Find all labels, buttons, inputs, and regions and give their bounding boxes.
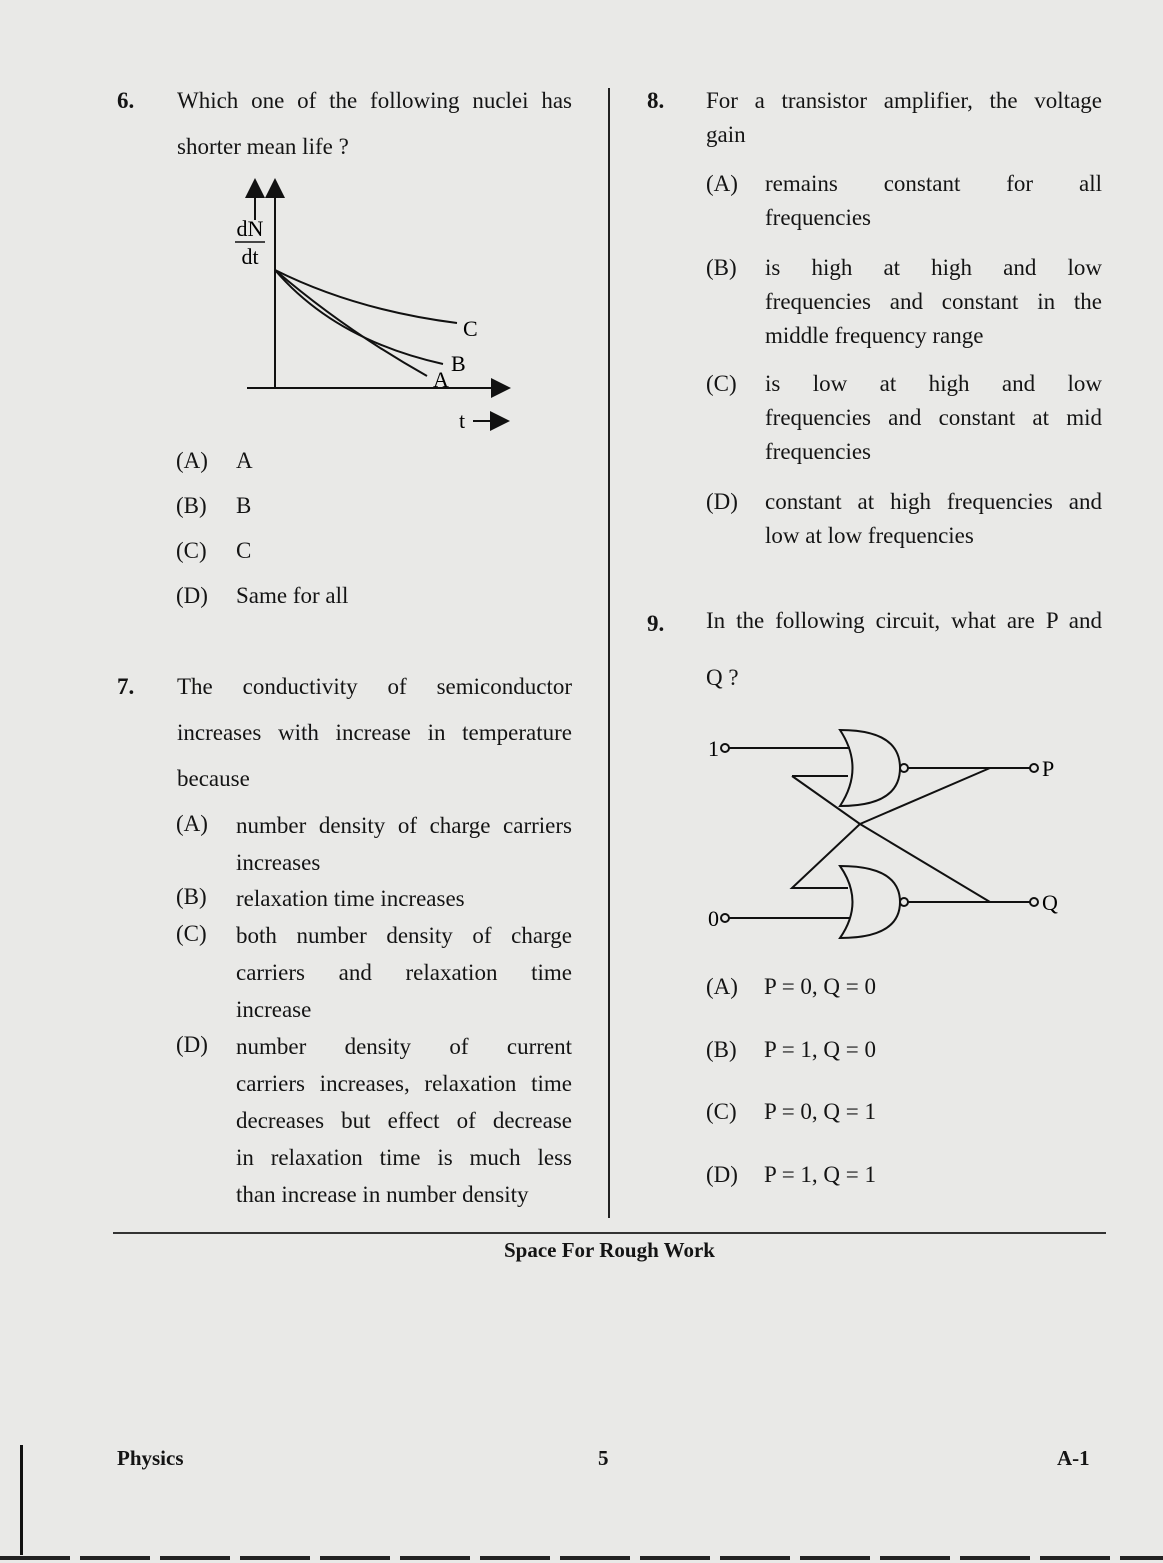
nor-gate-bottom [840, 866, 900, 938]
option-label: (A) [176, 811, 208, 836]
rough-work-label: Space For Rough Work [503, 1238, 715, 1262]
q9-text-line1: In the following circuit, what are P and [706, 608, 1102, 633]
option-line: both number density of charge [236, 923, 572, 948]
column-divider [608, 88, 610, 1218]
option-text [765, 251, 1102, 353]
input-top-terminal [721, 744, 729, 752]
option-line: middle frequency range [765, 323, 984, 348]
option-label: (D) [706, 1162, 738, 1187]
option-line: number density of current [236, 1034, 572, 1059]
feedback-wires [860, 768, 990, 902]
option-text [236, 807, 572, 881]
nor-bubble-top [900, 764, 908, 772]
option-label: (B) [706, 1037, 737, 1062]
option-text: P = 0, Q = 1 [764, 1099, 876, 1124]
option-line: in relaxation time is much less [236, 1145, 572, 1170]
q9-option-c [706, 1099, 876, 1125]
footer-code: A-1 [1057, 1446, 1090, 1470]
q6-option-d [176, 583, 349, 609]
q8-option-a [706, 167, 1102, 235]
q8-text-line: gain [706, 122, 746, 147]
input-top-label: 1 [708, 736, 719, 761]
option-text: P = 0, Q = 0 [764, 974, 876, 999]
x-label: t [459, 408, 466, 433]
q6-number: 6. [117, 88, 135, 113]
q9-text-line2: Q ? [706, 665, 739, 690]
option-label: (A) [706, 171, 738, 196]
option-line: relaxation time increases [236, 886, 465, 911]
output-q-label: Q [1042, 890, 1058, 915]
option-text [236, 880, 572, 917]
option-line: low at low frequencies [765, 523, 974, 548]
q8-option-c [706, 367, 1102, 469]
curve-a [275, 270, 427, 376]
q9-option-b [706, 1037, 876, 1063]
option-line: frequencies [765, 205, 871, 230]
option-label: (D) [706, 489, 738, 514]
curve-label-c: C [463, 316, 478, 341]
option-line: than increase in number density [236, 1182, 529, 1207]
curve-label-b: B [451, 351, 466, 376]
q6-option-b [176, 493, 252, 519]
option-line: is low at high and low [765, 371, 1102, 396]
option-line: decreases but effect of decrease [236, 1108, 572, 1133]
option-text [765, 367, 1102, 469]
option-line: increase [236, 997, 312, 1022]
option-line: frequencies and constant at mid [765, 405, 1102, 430]
option-text: P = 1, Q = 0 [764, 1037, 876, 1062]
footer-subject: Physics [117, 1446, 184, 1470]
option-text [765, 167, 1102, 235]
option-line: frequencies [765, 439, 871, 464]
q6-text-line2: shorter mean life ? [177, 134, 349, 159]
q7-option-a [176, 807, 572, 881]
q8-text-line: For a transistor amplifier, the voltage [706, 88, 1102, 113]
option-label: (D) [176, 1032, 208, 1057]
option-line: remains constant for all [765, 171, 1102, 196]
q9-question-text [706, 608, 1102, 691]
nor-bubble-bottom [900, 898, 908, 906]
q6-text-line1: Which one of the following nuclei has [177, 88, 572, 113]
option-label: (D) [176, 583, 208, 608]
option-text [236, 917, 572, 1028]
q6-decay-graph [225, 170, 525, 440]
option-label: (C) [176, 538, 207, 563]
y-label-numerator: dN [236, 216, 264, 241]
cross-feedback [792, 776, 860, 888]
nor-gate-top [840, 730, 900, 806]
option-label: (A) [706, 974, 738, 999]
q7-text-line: because [177, 766, 250, 791]
curve-label-a: A [433, 367, 449, 392]
option-text: Same for all [236, 583, 349, 608]
option-label: (A) [176, 448, 208, 473]
q6-question-text [177, 78, 572, 170]
input-bottom-label: 0 [708, 906, 719, 931]
option-line: carriers increases, relaxation time [236, 1071, 572, 1096]
rough-work-divider [113, 1232, 1106, 1234]
option-line: is high at high and low [765, 255, 1102, 280]
q6-option-c [176, 538, 252, 564]
option-label: (C) [706, 1099, 737, 1124]
q8-option-d [706, 485, 1102, 553]
output-p-label: P [1042, 756, 1055, 781]
footer-page-number: 5 [598, 1446, 609, 1470]
q6-option-a [176, 448, 253, 474]
q9-nor-circuit [700, 720, 1070, 945]
page-bottom-edge [0, 1556, 1163, 1560]
option-line: carriers and relaxation time [236, 960, 572, 985]
option-label: (B) [176, 493, 207, 518]
option-line: constant at high frequencies and [765, 489, 1102, 514]
q7-text-line: increases with increase in temperature [177, 720, 572, 745]
page-edge-mark [20, 1445, 23, 1555]
q7-option-d [176, 1028, 572, 1213]
q7-option-b [176, 880, 572, 917]
q7-option-c [176, 917, 572, 1028]
q7-number: 7. [117, 674, 135, 699]
q8-number: 8. [647, 88, 665, 113]
option-label: (C) [706, 371, 737, 396]
q9-option-a [706, 974, 876, 1000]
option-text: P = 1, Q = 1 [764, 1162, 876, 1187]
q8-question-text [706, 84, 1102, 152]
q7-text-line: The conductivity of semiconductor [177, 674, 572, 699]
option-line: frequencies and constant in the [765, 289, 1102, 314]
q8-option-b [706, 251, 1102, 353]
option-label: (C) [176, 921, 207, 946]
option-line: number density of charge carriers [236, 813, 572, 838]
y-label-denominator: dt [241, 244, 259, 269]
q9-option-d [706, 1162, 876, 1188]
option-label: (B) [176, 884, 207, 909]
option-text: B [236, 493, 252, 518]
option-text [765, 485, 1102, 553]
option-line: increases [236, 850, 321, 875]
option-text [236, 1028, 572, 1213]
output-p-terminal [1030, 764, 1038, 772]
q7-question-text [177, 664, 572, 802]
output-q-terminal [1030, 898, 1038, 906]
option-text: A [236, 448, 253, 473]
input-bottom-terminal [721, 914, 729, 922]
option-label: (B) [706, 255, 737, 280]
q9-number: 9. [647, 611, 665, 636]
option-text: C [236, 538, 252, 563]
